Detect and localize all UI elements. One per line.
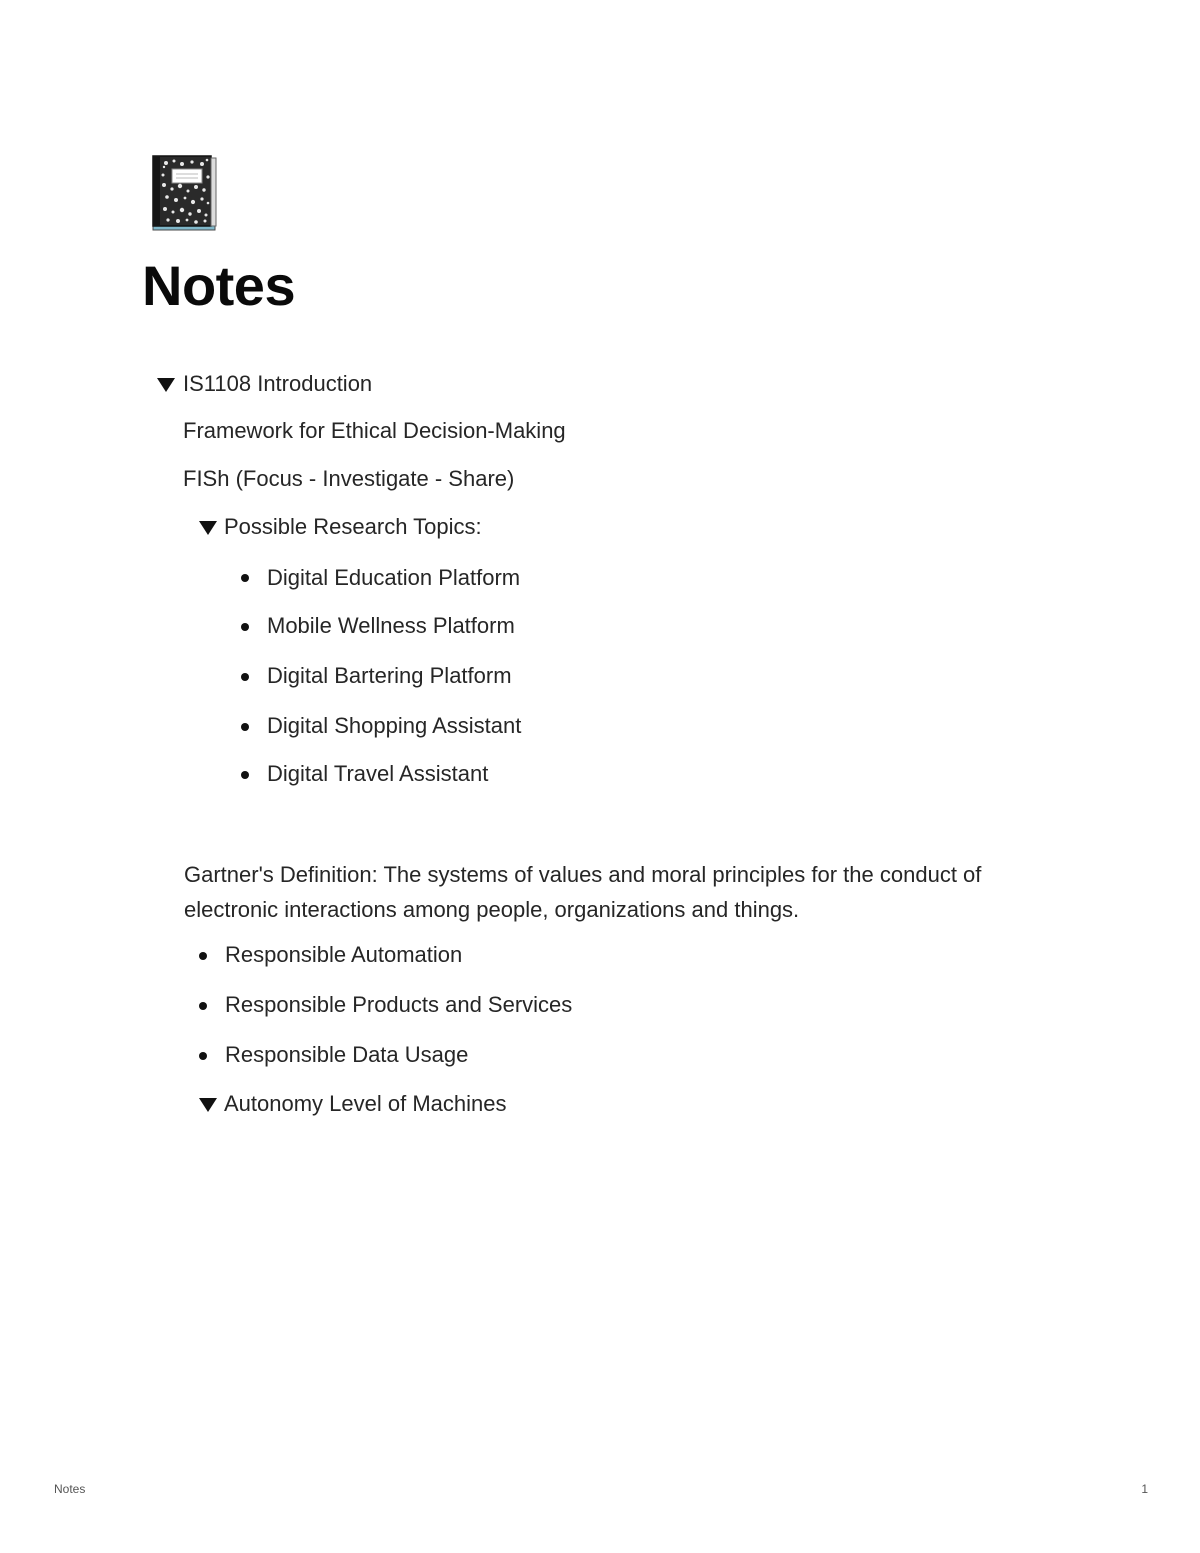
- bullet-icon: [241, 673, 249, 681]
- list-item-label: Responsible Automation: [225, 942, 463, 967]
- fish-text: FISh (Focus - Investigate - Share): [183, 466, 515, 491]
- toggle-triangle-icon[interactable]: [157, 378, 175, 392]
- list-item-label: Digital Education Platform: [267, 565, 521, 590]
- bullet-icon: [241, 623, 249, 631]
- footer-title: Notes: [54, 1482, 86, 1496]
- list-item-label: Digital Bartering Platform: [267, 663, 512, 688]
- bullet-icon: [199, 1052, 207, 1060]
- toggle-research-label[interactable]: Possible Research Topics:: [224, 514, 482, 539]
- bullet-icon: [199, 952, 207, 960]
- toggle-triangle-icon[interactable]: [199, 521, 217, 535]
- list-item-label: Digital Shopping Assistant: [267, 713, 522, 738]
- composition-notebook-icon: [152, 155, 218, 231]
- page-title: Notes: [142, 254, 296, 317]
- list-item-label: Mobile Wellness Platform: [267, 613, 515, 638]
- list-item-label: Digital Travel Assistant: [267, 761, 489, 786]
- bullet-icon: [241, 723, 249, 731]
- toggle-autonomy-label[interactable]: Autonomy Level of Machines: [224, 1091, 507, 1116]
- list-item-label: Responsible Products and Services: [225, 992, 573, 1017]
- framework-text: Framework for Ethical Decision-Making: [183, 418, 566, 443]
- bullet-icon: [199, 1002, 207, 1010]
- list-item-label: Responsible Data Usage: [225, 1042, 469, 1067]
- definition-paragraph: Gartner's Definition: The systems of values and moral principles for the conduct of electronic interactions among people, organizations and things.: [184, 862, 982, 922]
- footer-page-number: 1: [1141, 1482, 1148, 1496]
- toggle-triangle-icon[interactable]: [199, 1098, 217, 1112]
- bullet-icon: [241, 771, 249, 779]
- toggle-intro-label[interactable]: IS1108 Introduction: [183, 371, 373, 396]
- bullet-icon: [241, 574, 249, 582]
